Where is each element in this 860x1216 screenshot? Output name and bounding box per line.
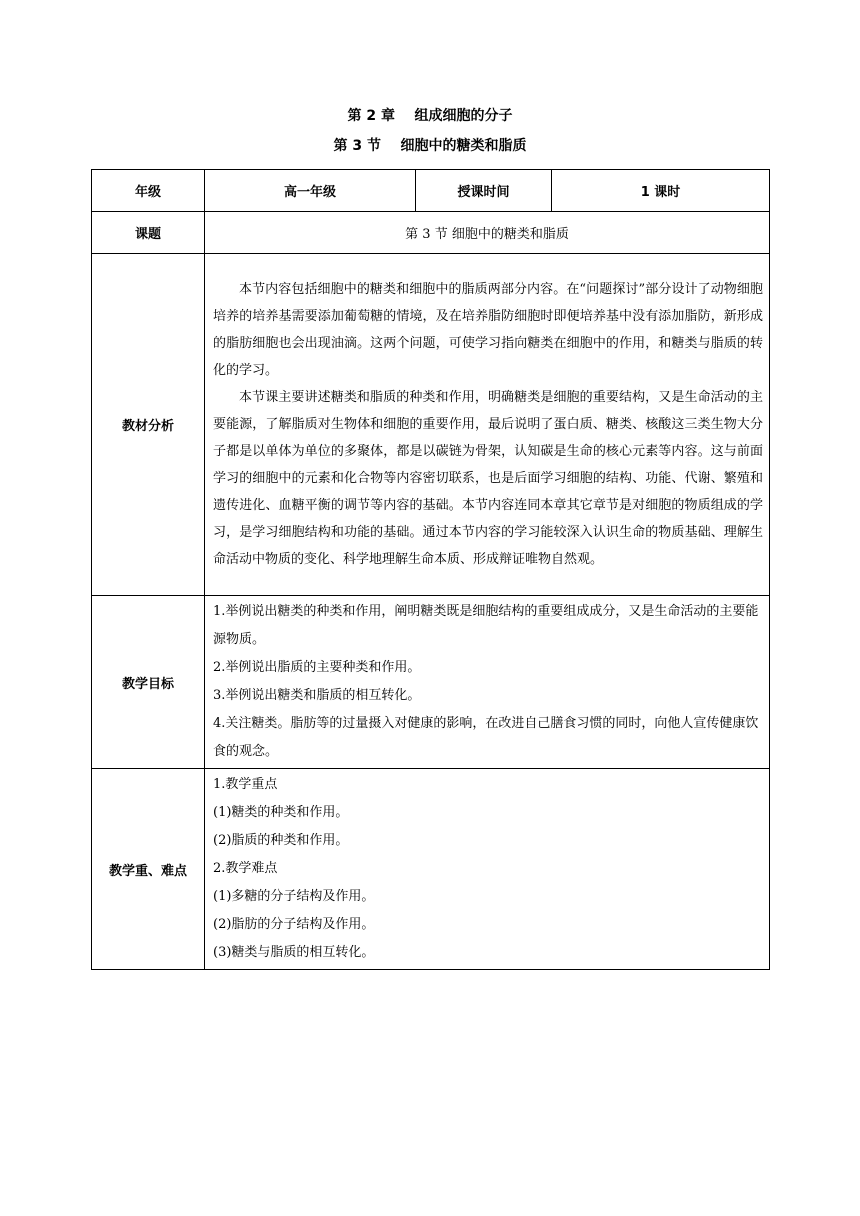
key-points-label: 教学重、难点 xyxy=(92,769,205,970)
analysis-content xyxy=(205,254,770,596)
time-label: 授课时间 xyxy=(416,170,552,212)
time-value: 1 课时 xyxy=(552,170,770,212)
key-point-item: (1)糖类的种类和作用。 xyxy=(213,805,349,820)
key-point-item: 1.教学重点 xyxy=(213,777,278,792)
grade-label: 年级 xyxy=(92,170,205,212)
grade-value: 高一年级 xyxy=(205,170,416,212)
chapter-title: 第 2 章 组成细胞的分子 xyxy=(347,108,513,124)
goals-label: 教学目标 xyxy=(92,596,205,769)
analysis-paragraph: 本节内容包括细胞中的糖类和细胞中的脂质两部分内容。在“问题探讨”部分设计了动物细胞培养的培养基需要添加葡萄糖的情境，及在培养脂防细胞时即便培养基中没有添加脂防，新形成的脂肪细胞也会出现油滴。这两个问题，可使学习指向糖类在细胞中的作用，和糖类与脂质的转化的学习。 xyxy=(213,282,763,378)
analysis-label: 教材分析 xyxy=(92,254,205,596)
row-topic xyxy=(92,212,770,254)
goal-item: 4.关注糖类。脂肪等的过量摄入对健康的影响，在改进自己膳食习惯的同时，向他人宣传健康饮食的观念。 xyxy=(213,716,759,759)
goal-item: 2.举例说出脂质的主要种类和作用。 xyxy=(213,660,421,675)
row-analysis xyxy=(92,254,770,596)
key-point-item: (2)脂肪的分子结构及作用。 xyxy=(213,917,375,932)
row-goals xyxy=(92,596,770,769)
key-point-item: 2.教学难点 xyxy=(213,861,278,876)
key-points-content xyxy=(205,769,770,970)
analysis-paragraph: 本节课主要讲述糖类和脂质的种类和作用，明确糖类是细胞的重要结构，又是生命活动的主要能源，了解脂质对生物体和细胞的重要作用，最后说明了蛋白质、糖类、核酸这三类生物大分子都是以单体为单位的多聚体，都是以碳链为骨架，认知碳是生命的核心元素等内容。这与前面学习的细胞中的元素和化合物等内容密切联系，也是后面学习细胞的结构、功能、代谢、繁殖和遗传进化、血糖平衡的调节等内容的基础。本节内容连同本章其它章节是对细胞的物质组成的学习，是学习细胞结构和功能的基础。通过本节内容的学习能较深入认识生命的物质基础、理解生命活动中物质的变化、科学地理解生命本质、形成辩证唯物自然观。 xyxy=(213,390,763,567)
key-point-item: (1)多糖的分子结构及作用。 xyxy=(213,889,375,904)
key-point-item: (3)糖类与脂质的相互转化。 xyxy=(213,945,375,960)
section-title: 第 3 节 细胞中的糖类和脂质 xyxy=(333,138,527,154)
key-point-item: (2)脂质的种类和作用。 xyxy=(213,833,349,848)
topic-value: 第 3 节 细胞中的糖类和脂质 xyxy=(205,212,770,254)
goals-content xyxy=(205,596,770,769)
goal-item: 3.举例说出糖类和脂质的相互转化。 xyxy=(213,688,421,703)
row-key-points xyxy=(92,769,770,970)
lesson-plan-table xyxy=(91,169,770,970)
row-grade xyxy=(92,170,770,212)
goal-item: 1.举例说出糖类的种类和作用，阐明糖类既是细胞结构的重要组成成分，又是生命活动的主要能源物质。 xyxy=(213,604,759,647)
topic-label: 课题 xyxy=(92,212,205,254)
